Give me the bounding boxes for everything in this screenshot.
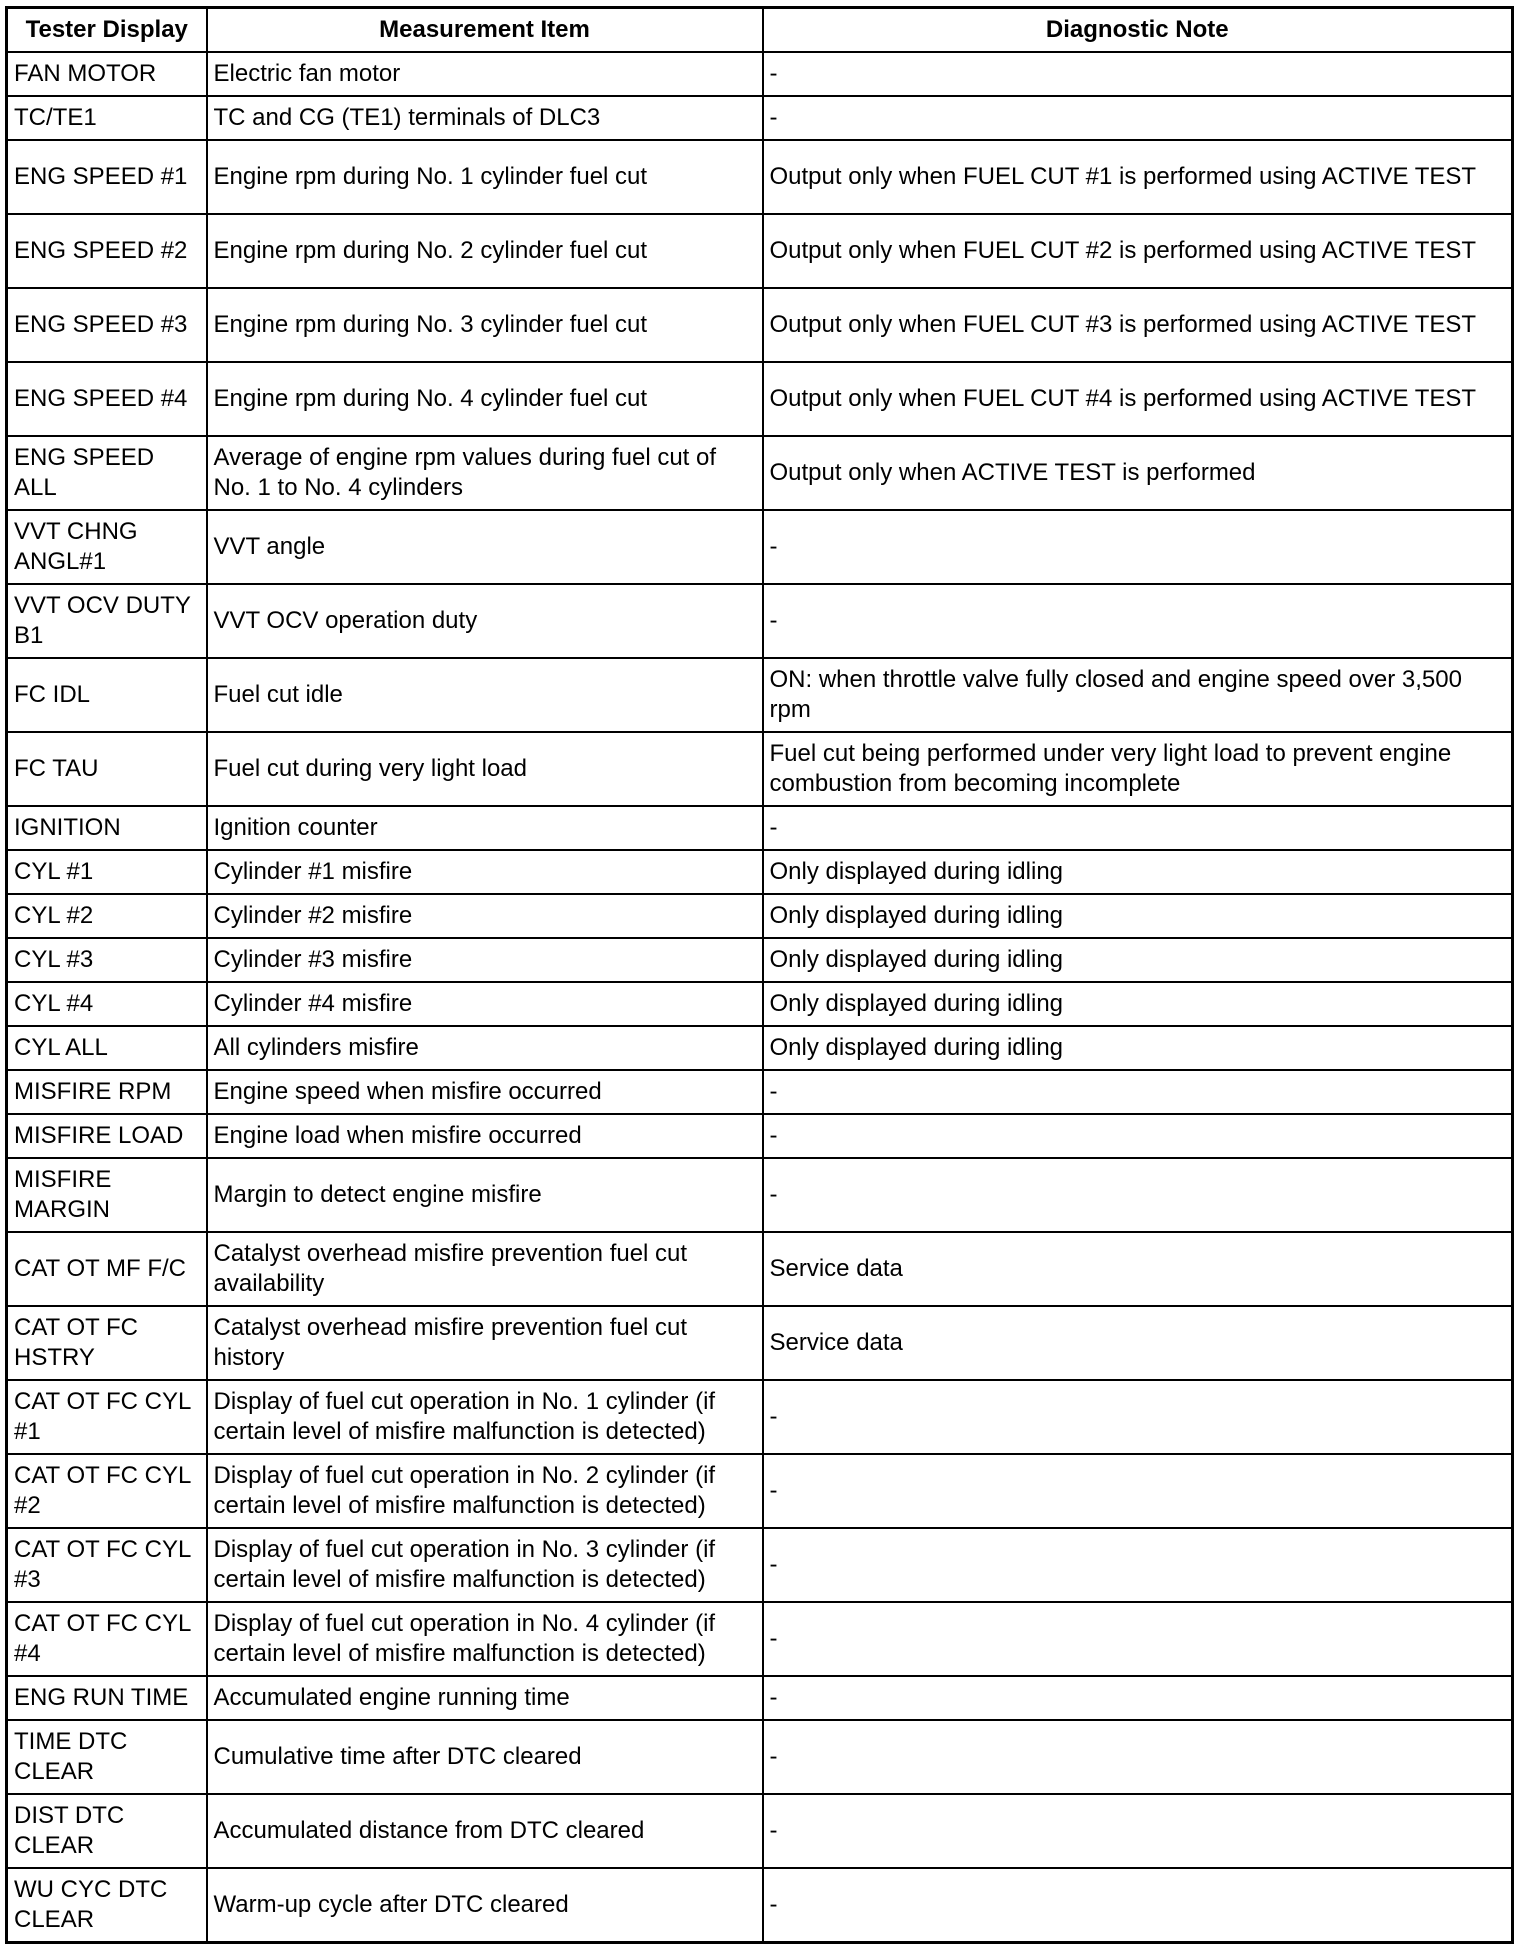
table-row bbox=[7, 1454, 1513, 1528]
diagnostic-note-cell: ON: when throttle valve fully closed and engine speed over 3,500 rpm bbox=[763, 658, 1513, 732]
measurement-item-cell: Engine rpm during No. 3 cylinder fuel cut bbox=[207, 288, 763, 362]
table-row bbox=[7, 214, 1513, 288]
tester-display-cell: CYL ALL bbox=[7, 1026, 207, 1070]
table-row bbox=[7, 732, 1513, 806]
diagnostic-note-cell: - bbox=[763, 1602, 1513, 1676]
table-row bbox=[7, 288, 1513, 362]
table-row bbox=[7, 52, 1513, 96]
table-row bbox=[7, 510, 1513, 584]
table-row bbox=[7, 1602, 1513, 1676]
measurement-item-cell: Ignition counter bbox=[207, 806, 763, 850]
measurement-item-cell: Engine load when misfire occurred bbox=[207, 1114, 763, 1158]
diagnostic-note-cell: - bbox=[763, 1794, 1513, 1868]
diagnostic-note-cell: Output only when FUEL CUT #3 is performed using ACTIVE TEST bbox=[763, 288, 1513, 362]
measurement-item-cell: Cylinder #4 misfire bbox=[207, 982, 763, 1026]
header-measurement-item: Measurement Item bbox=[207, 8, 763, 53]
diagnostic-note-cell: - bbox=[763, 52, 1513, 96]
measurement-item-cell: Cylinder #3 misfire bbox=[207, 938, 763, 982]
diagnostic-note-cell: - bbox=[763, 1676, 1513, 1720]
measurement-item-cell: VVT OCV operation duty bbox=[207, 584, 763, 658]
table-row bbox=[7, 96, 1513, 140]
table-row bbox=[7, 1868, 1513, 1943]
tester-display-cell: TIME DTC CLEAR bbox=[7, 1720, 207, 1794]
tester-display-cell: ENG SPEED #4 bbox=[7, 362, 207, 436]
table-row bbox=[7, 1306, 1513, 1380]
diagnostic-note-cell: - bbox=[763, 1380, 1513, 1454]
diagnostic-note-cell: Only displayed during idling bbox=[763, 894, 1513, 938]
tester-display-cell: CAT OT FC HSTRY bbox=[7, 1306, 207, 1380]
diagnostic-note-cell: - bbox=[763, 1454, 1513, 1528]
table-row bbox=[7, 584, 1513, 658]
measurement-item-cell: Warm-up cycle after DTC cleared bbox=[207, 1868, 763, 1943]
tester-display-cell: CYL #1 bbox=[7, 850, 207, 894]
data-list-table-container bbox=[5, 6, 1511, 1944]
header-diagnostic-note: Diagnostic Note bbox=[763, 8, 1513, 53]
tester-display-cell: CAT OT FC CYL #1 bbox=[7, 1380, 207, 1454]
table-row bbox=[7, 850, 1513, 894]
table-row bbox=[7, 1676, 1513, 1720]
diagnostic-note-cell: - bbox=[763, 806, 1513, 850]
tester-display-cell: MISFIRE LOAD bbox=[7, 1114, 207, 1158]
tester-display-cell: ENG SPEED #2 bbox=[7, 214, 207, 288]
data-list-table bbox=[5, 6, 1514, 1944]
measurement-item-cell: Fuel cut idle bbox=[207, 658, 763, 732]
table-row bbox=[7, 1070, 1513, 1114]
header-tester-display: Tester Display bbox=[7, 8, 207, 53]
tester-display-cell: CYL #2 bbox=[7, 894, 207, 938]
table-row bbox=[7, 1794, 1513, 1868]
diagnostic-note-cell: - bbox=[763, 1070, 1513, 1114]
measurement-item-cell: Accumulated distance from DTC cleared bbox=[207, 1794, 763, 1868]
tester-display-cell: VVT OCV DUTY B1 bbox=[7, 584, 207, 658]
tester-display-cell: CAT OT FC CYL #3 bbox=[7, 1528, 207, 1602]
tester-display-cell: TC/TE1 bbox=[7, 96, 207, 140]
table-row bbox=[7, 938, 1513, 982]
tester-display-cell: FC IDL bbox=[7, 658, 207, 732]
tester-display-cell: CAT OT FC CYL #4 bbox=[7, 1602, 207, 1676]
tester-display-cell: DIST DTC CLEAR bbox=[7, 1794, 207, 1868]
tester-display-cell: CYL #4 bbox=[7, 982, 207, 1026]
diagnostic-note-cell: - bbox=[763, 510, 1513, 584]
measurement-item-cell: Display of fuel cut operation in No. 3 cylinder (if certain level of misfire malfunction is detected) bbox=[207, 1528, 763, 1602]
tester-display-cell: WU CYC DTC CLEAR bbox=[7, 1868, 207, 1943]
measurement-item-cell: All cylinders misfire bbox=[207, 1026, 763, 1070]
measurement-item-cell: VVT angle bbox=[207, 510, 763, 584]
measurement-item-cell: Cylinder #1 misfire bbox=[207, 850, 763, 894]
measurement-item-cell: Engine rpm during No. 2 cylinder fuel cut bbox=[207, 214, 763, 288]
measurement-item-cell: Engine rpm during No. 1 cylinder fuel cut bbox=[207, 140, 763, 214]
measurement-item-cell: Engine rpm during No. 4 cylinder fuel cut bbox=[207, 362, 763, 436]
tester-display-cell: MISFIRE MARGIN bbox=[7, 1158, 207, 1232]
tester-display-cell: ENG SPEED #3 bbox=[7, 288, 207, 362]
tester-display-cell: MISFIRE RPM bbox=[7, 1070, 207, 1114]
table-row bbox=[7, 1720, 1513, 1794]
diagnostic-note-cell: Service data bbox=[763, 1306, 1513, 1380]
measurement-item-cell: Accumulated engine running time bbox=[207, 1676, 763, 1720]
diagnostic-note-cell: Fuel cut being performed under very light load to prevent engine combustion from becoming incomplete bbox=[763, 732, 1513, 806]
table-row bbox=[7, 1158, 1513, 1232]
tester-display-cell: FC TAU bbox=[7, 732, 207, 806]
measurement-item-cell: Engine speed when misfire occurred bbox=[207, 1070, 763, 1114]
diagnostic-note-cell: Output only when FUEL CUT #4 is performed using ACTIVE TEST bbox=[763, 362, 1513, 436]
tester-display-cell: IGNITION bbox=[7, 806, 207, 850]
table-row bbox=[7, 658, 1513, 732]
diagnostic-note-cell: Only displayed during idling bbox=[763, 982, 1513, 1026]
table-row bbox=[7, 894, 1513, 938]
tester-display-cell: CAT OT FC CYL #2 bbox=[7, 1454, 207, 1528]
measurement-item-cell: Catalyst overhead misfire prevention fuel cut availability bbox=[207, 1232, 763, 1306]
diagnostic-note-cell: - bbox=[763, 584, 1513, 658]
tester-display-cell: ENG RUN TIME bbox=[7, 1676, 207, 1720]
diagnostic-note-cell: - bbox=[763, 1528, 1513, 1602]
diagnostic-note-cell: - bbox=[763, 1158, 1513, 1232]
table-row bbox=[7, 806, 1513, 850]
measurement-item-cell: Display of fuel cut operation in No. 2 cylinder (if certain level of misfire malfunction is detected) bbox=[207, 1454, 763, 1528]
table-row bbox=[7, 1528, 1513, 1602]
diagnostic-note-cell: Only displayed during idling bbox=[763, 1026, 1513, 1070]
measurement-item-cell: Margin to detect engine misfire bbox=[207, 1158, 763, 1232]
table-row bbox=[7, 1026, 1513, 1070]
tester-display-cell: VVT CHNG ANGL#1 bbox=[7, 510, 207, 584]
table-row bbox=[7, 362, 1513, 436]
measurement-item-cell: Electric fan motor bbox=[207, 52, 763, 96]
measurement-item-cell: Display of fuel cut operation in No. 4 cylinder (if certain level of misfire malfunction is detected) bbox=[207, 1602, 763, 1676]
tester-display-cell: ENG SPEED #1 bbox=[7, 140, 207, 214]
tester-display-cell: FAN MOTOR bbox=[7, 52, 207, 96]
table-row bbox=[7, 1380, 1513, 1454]
measurement-item-cell: Catalyst overhead misfire prevention fuel cut history bbox=[207, 1306, 763, 1380]
diagnostic-note-cell: - bbox=[763, 1114, 1513, 1158]
measurement-item-cell: Display of fuel cut operation in No. 1 cylinder (if certain level of misfire malfunction is detected) bbox=[207, 1380, 763, 1454]
diagnostic-note-cell: Only displayed during idling bbox=[763, 850, 1513, 894]
measurement-item-cell: Cylinder #2 misfire bbox=[207, 894, 763, 938]
table-row bbox=[7, 1232, 1513, 1306]
table-header-row bbox=[7, 8, 1513, 53]
diagnostic-note-cell: - bbox=[763, 1720, 1513, 1794]
measurement-item-cell: Cumulative time after DTC cleared bbox=[207, 1720, 763, 1794]
diagnostic-note-cell: Output only when ACTIVE TEST is performed bbox=[763, 436, 1513, 510]
diagnostic-note-cell: Only displayed during idling bbox=[763, 938, 1513, 982]
table-row bbox=[7, 436, 1513, 510]
tester-display-cell: CAT OT MF F/C bbox=[7, 1232, 207, 1306]
tester-display-cell: CYL #3 bbox=[7, 938, 207, 982]
measurement-item-cell: Average of engine rpm values during fuel cut of No. 1 to No. 4 cylinders bbox=[207, 436, 763, 510]
table-row bbox=[7, 1114, 1513, 1158]
table-row bbox=[7, 140, 1513, 214]
diagnostic-note-cell: - bbox=[763, 1868, 1513, 1943]
tester-display-cell: ENG SPEED ALL bbox=[7, 436, 207, 510]
diagnostic-note-cell: Output only when FUEL CUT #1 is performed using ACTIVE TEST bbox=[763, 140, 1513, 214]
diagnostic-note-cell: Service data bbox=[763, 1232, 1513, 1306]
measurement-item-cell: TC and CG (TE1) terminals of DLC3 bbox=[207, 96, 763, 140]
table-row bbox=[7, 982, 1513, 1026]
measurement-item-cell: Fuel cut during very light load bbox=[207, 732, 763, 806]
diagnostic-note-cell: - bbox=[763, 96, 1513, 140]
diagnostic-note-cell: Output only when FUEL CUT #2 is performed using ACTIVE TEST bbox=[763, 214, 1513, 288]
